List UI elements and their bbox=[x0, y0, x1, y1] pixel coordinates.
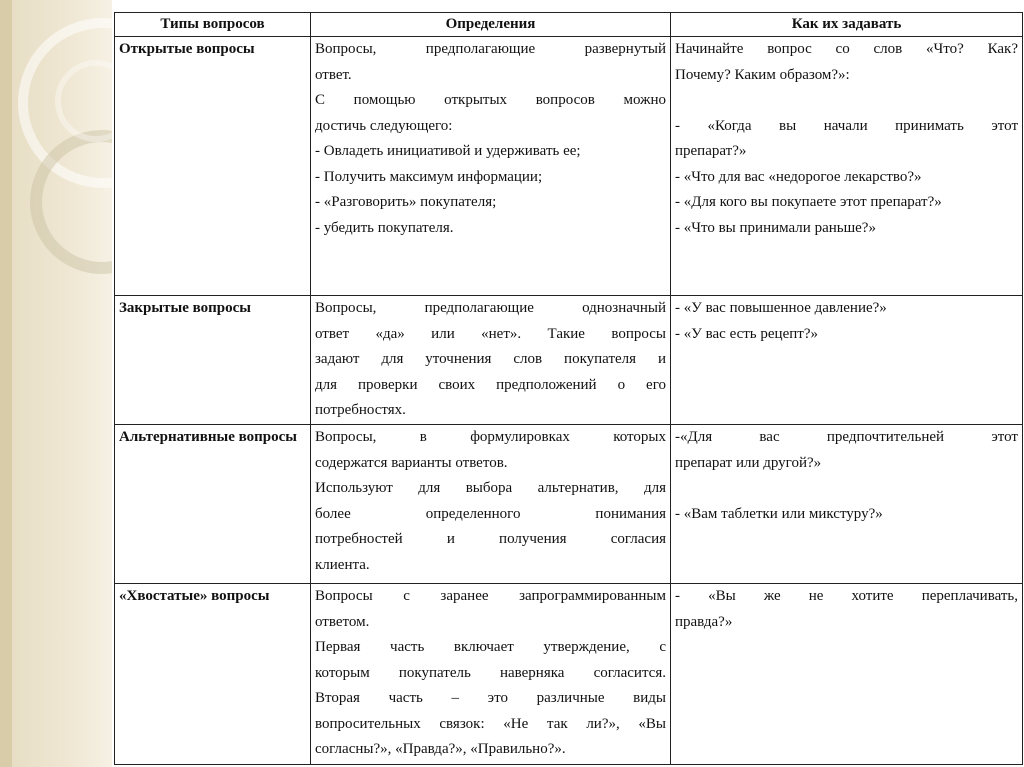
example-line: - «Что вы принимали раньше?» bbox=[675, 219, 876, 236]
decorative-sidebar bbox=[0, 0, 112, 767]
example-line: - «Вы же не хотите переплачивать, bbox=[675, 588, 1018, 604]
example-line: препарат или другой?» bbox=[675, 454, 822, 471]
header-types: Типы вопросов bbox=[115, 13, 311, 37]
definition-line: содержатся варианты ответов. bbox=[315, 454, 508, 471]
row-type: Открытые вопросы bbox=[115, 37, 311, 296]
definition-line: которым покупатель наверняка согласится. bbox=[315, 664, 666, 681]
definition-line: С помощью открытых вопросов можно bbox=[315, 92, 666, 108]
definition-line: - Овладеть инициативой и удерживать ее; bbox=[315, 143, 581, 159]
row-definition bbox=[311, 37, 671, 296]
row-how-to-ask bbox=[671, 37, 1023, 296]
definition-line: достичь следующего: bbox=[315, 117, 453, 134]
definition-line: для проверки своих предположений о его bbox=[315, 376, 666, 393]
row-how-to-ask bbox=[671, 584, 1023, 765]
definition-line: Вторая часть – это различные виды bbox=[315, 690, 666, 706]
row-type: «Хвостатые» вопросы bbox=[115, 584, 311, 765]
definition-line: - Получить максимум информации; bbox=[315, 168, 543, 185]
definition-line: задают для уточнения слов покупателя и bbox=[315, 351, 666, 367]
definition-line: клиента. bbox=[315, 556, 370, 573]
row-definition bbox=[311, 296, 671, 425]
definition-line: согласны?», «Правда?», «Правильно?». bbox=[315, 741, 566, 757]
example-line: - «Для кого вы покупаете этот препарат?» bbox=[675, 194, 942, 210]
example-line: правда?» bbox=[675, 613, 733, 630]
definition-line: ответ «да» или «нет». Такие вопросы bbox=[315, 325, 666, 342]
example-line: препарат?» bbox=[675, 143, 747, 159]
example-line: Почему? Каким образом?»: bbox=[675, 66, 850, 83]
question-types-table bbox=[114, 12, 1023, 765]
definition-line: - убедить покупателя. bbox=[315, 219, 454, 236]
header-definitions: Определения bbox=[311, 13, 671, 37]
example-line: - «Что для вас «недорогое лекарство?» bbox=[675, 168, 922, 185]
definition-line: потребностей и получения согласия bbox=[315, 531, 666, 547]
example-line: - «У вас повышенное давление?» bbox=[675, 300, 887, 316]
row-type: Закрытые вопросы bbox=[115, 296, 311, 425]
definition-line: - «Разговорить» покупателя; bbox=[315, 194, 497, 210]
definition-line: ответом. bbox=[315, 613, 370, 630]
example-line: - «У вас есть рецепт?» bbox=[675, 325, 818, 342]
definition-line: Вопросы с заранее запрограммированным bbox=[315, 588, 666, 604]
row-how-to-ask bbox=[671, 296, 1023, 425]
example-line: - «Вам таблетки или микстуру?» bbox=[675, 505, 883, 522]
definition-line: Используют для выбора альтернатив, для bbox=[315, 480, 666, 496]
definition-line: ответ. bbox=[315, 66, 352, 83]
header-how-to-ask: Как их задавать bbox=[671, 13, 1023, 37]
sidebar-stripe bbox=[0, 0, 12, 767]
table-row bbox=[115, 584, 1023, 765]
table-row bbox=[115, 37, 1023, 296]
row-definition bbox=[311, 425, 671, 584]
definition-line: потребностях. bbox=[315, 402, 406, 418]
table-row bbox=[115, 425, 1023, 584]
definition-line: более определенного понимания bbox=[315, 505, 666, 522]
definition-line: Вопросы, предполагающие развернутый bbox=[315, 41, 666, 57]
definition-line: Вопросы, предполагающие однозначный bbox=[315, 300, 666, 316]
example-line: -«Для вас предпочтительней этот bbox=[675, 429, 1018, 445]
example-line: Начинайте вопрос со слов «Что? Как? bbox=[675, 41, 1018, 57]
spacer bbox=[675, 88, 1018, 114]
row-how-to-ask bbox=[671, 425, 1023, 584]
example-line: - «Когда вы начали принимать этот bbox=[675, 117, 1018, 134]
definition-line: вопросительных связок: «Не так ли?», «Вы bbox=[315, 715, 666, 732]
row-type: Альтернативные вопросы bbox=[115, 425, 311, 584]
definition-line: Первая часть включает утверждение, с bbox=[315, 639, 666, 655]
table-row bbox=[115, 296, 1023, 425]
table-header-row bbox=[115, 13, 1023, 37]
definition-line: Вопросы, в формулировках которых bbox=[315, 429, 666, 445]
row-definition bbox=[311, 584, 671, 765]
spacer bbox=[675, 476, 1018, 502]
